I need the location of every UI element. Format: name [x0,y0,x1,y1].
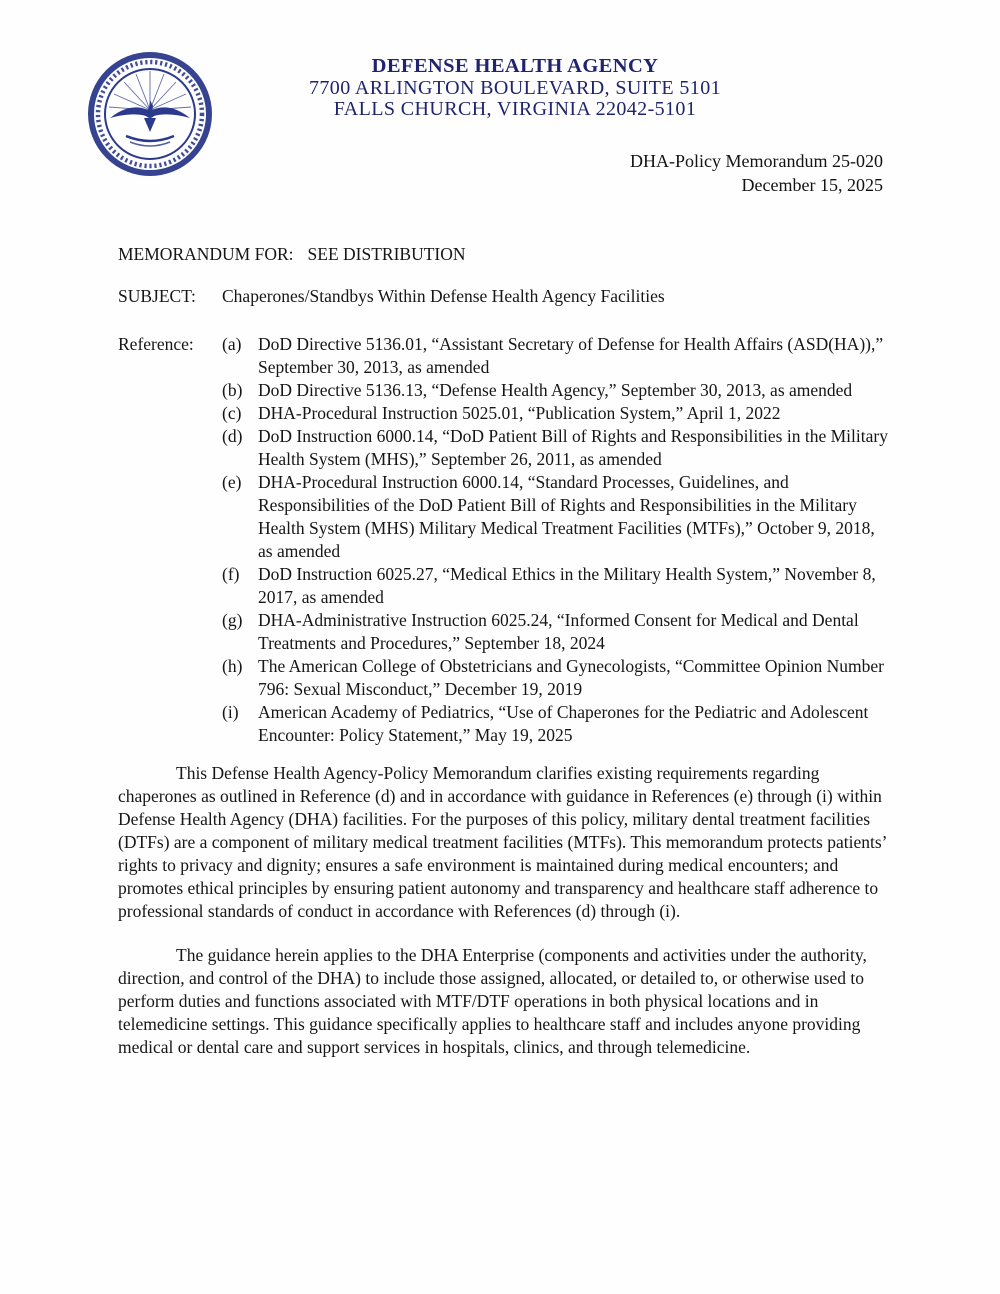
reference-list-label [118,563,222,609]
memo-number: DHA-Policy Memorandum 25-020 [630,151,883,171]
reference-text: DHA-Procedural Instruction 6000.14, “Standard Processes, Guidelines, and Responsibilities of the DoD Patient Bill of Rights and Responsibilities in the Military Health System (MHS) Military Medical Treatment Facilities (MTFs),” October 9, 2018, as amended [258,472,875,561]
reference-text: DoD Directive 5136.01, “Assistant Secretary of Defense for Health Affairs (ASD(HA)),” September 30, 2013, as amended [258,334,884,377]
subject-value: Chaperones/Standbys Within Defense Health Agency Facilities [222,286,665,306]
reference-list-label [118,471,222,563]
reference-list-label [118,425,222,471]
memo-meta [630,150,883,197]
reference-letter: (c) [222,403,242,423]
reference-list-label [118,402,222,425]
agency-address-line1: 7700 ARLINGTON BOULEVARD, SUITE 5101 [309,76,721,99]
reference-list-label [118,609,222,655]
reference-list [118,333,888,747]
reference-text: The American College of Obstetricians and Gynecologists, “Committee Opinion Number 796: Sexual Misconduct,” December 19, 2019 [258,656,884,699]
reference-item [118,563,888,609]
reference-item [118,701,888,747]
memorandum-for-line [118,243,888,266]
memo-date: December 15, 2025 [741,174,883,195]
reference-list-label [118,655,222,701]
agency-name: DEFENSE HEALTH AGENCY [371,55,659,77]
memorandum-for-label: MEMORANDUM FOR: [118,244,294,264]
reference-letter: (a) [222,334,242,354]
reference-text: DHA-Administrative Instruction 6025.24, “Informed Consent for Medical and Dental Treatments and Procedures,” September 18, 2024 [258,610,859,653]
agency-address-line2: FALLS CHURCH, VIRGINIA 22042-5101 [333,98,697,120]
body-paragraph-2: The guidance herein applies to the DHA Enterprise (components and activities under the authority, direction, and control of the DHA) to include those assigned, allocated, or detailed to, or otherwise used to perform duties and functions associated with MTF/DTF operations in both physical locations and in telemedicine settings. This guidance specifically applies to healthcare staff and includes anyone providing medical or dental care and support services in hospitals, clinics, and through telemedicine. [118,945,867,1057]
reference-letter: (f) [222,564,240,584]
subject-line [118,285,888,308]
reference-text: DoD Instruction 6025.27, “Medical Ethics in the Military Health System,” November 8, 2017, as amended [258,564,876,607]
reference-item [118,402,888,425]
reference-letter: (h) [222,656,243,676]
reference-letter: (e) [222,472,242,492]
reference-text: American Academy of Pediatrics, “Use of Chaperones for the Pediatric and Adolescent Encounter: Policy Statement,” May 19, 2025 [258,702,869,745]
reference-list-label: Reference: [118,334,194,354]
subject-label: SUBJECT: [118,286,196,306]
reference-text: DoD Instruction 6000.14, “DoD Patient Bill of Rights and Responsibilities in the Military Health System (MHS),” September 26, 2011, as amended [258,426,888,469]
reference-item [118,471,888,563]
body-paragraph-1: This Defense Health Agency-Policy Memorandum clarifies existing requirements regarding chaperones as outlined in Reference (d) and in accordance with guidance in References (e) through (i) within Defense Health Agency (DHA) facilities. For the purposes of this policy, military dental treatment facilities (DTFs) are a component of military medical treatment facilities (MTFs). This memorandum protects patients’ rights to privacy and dignity; ensures a safe environment is maintained during medical encounters; and promotes ethical principles by ensuring patient autonomy and transparency and healthcare staff adherence to professional standards of conduct in accordance with References (d) through (i). [118,763,887,921]
reference-item [118,609,888,655]
reference-text: DoD Directive 5136.13, “Defense Health Agency,” September 30, 2013, as amended [258,380,853,400]
memorandum-for-value: SEE DISTRIBUTION [307,244,466,264]
reference-letter: (i) [222,702,239,722]
letterhead [30,56,1000,121]
reference-item [118,425,888,471]
reference-letter: (g) [222,610,243,630]
reference-item [118,655,888,701]
reference-item [118,333,888,379]
reference-letter: (d) [222,426,243,446]
reference-item [118,379,888,402]
reference-text: DHA-Procedural Instruction 5025.01, “Publication System,” April 1, 2022 [258,403,781,423]
reference-letter: (b) [222,380,243,400]
reference-list-label [118,379,222,402]
reference-list-label [118,701,222,747]
